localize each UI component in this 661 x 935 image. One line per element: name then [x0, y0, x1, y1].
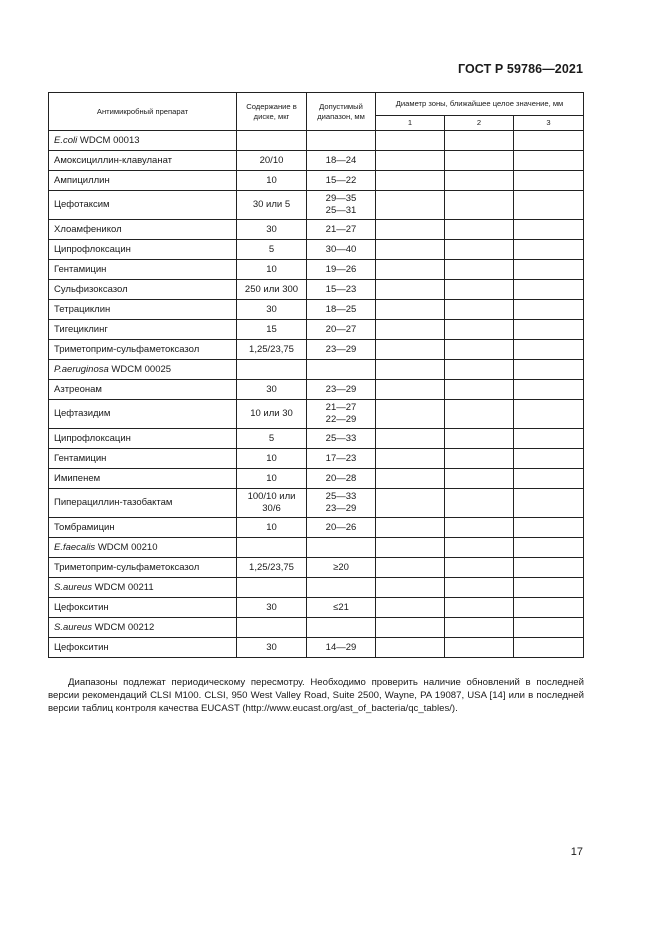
drug-name: Цефтазидим — [49, 400, 237, 429]
acceptable-range — [307, 260, 376, 280]
zone-diameter-3-cell — [514, 538, 584, 558]
acceptable-range-value: 20—27 — [325, 323, 357, 335]
organism-cell — [49, 578, 237, 598]
zone-diameter-2-cell — [445, 191, 514, 220]
drug-name: Гентамицин — [49, 260, 237, 280]
zone-diameter-2-cell — [445, 151, 514, 171]
zone-diameter-1-cell — [376, 638, 445, 658]
zone-diameter-2-cell — [445, 558, 514, 578]
drug-name: Сульфизоксазол — [49, 280, 237, 300]
acceptable-range — [307, 280, 376, 300]
zone-diameter-3-cell — [514, 131, 584, 151]
acceptable-range — [307, 131, 376, 151]
header-drug: Антимикробный препарат — [49, 93, 237, 131]
drug-name: Хлоамфеникол — [49, 220, 237, 240]
strain-code: WDCM 00212 — [92, 621, 155, 633]
acceptable-range-value: 21—27 — [325, 402, 357, 413]
table-row — [49, 300, 584, 320]
acceptable-range-value: 20—26 — [325, 521, 357, 533]
table-row — [49, 558, 584, 578]
header-range: Допустимый диапазон, мм — [307, 93, 376, 131]
disk-content-value: 10 или 30 — [250, 408, 293, 419]
zone-diameter-3-cell — [514, 489, 584, 518]
table-row — [49, 240, 584, 260]
acceptable-range — [307, 300, 376, 320]
zone-diameter-1-cell — [376, 340, 445, 360]
acceptable-range — [307, 489, 376, 518]
drug-name: Пиперациллин-тазобактам — [49, 489, 237, 518]
disk-content — [237, 598, 307, 618]
disk-content — [237, 320, 307, 340]
disk-content-value: 5 — [268, 243, 275, 255]
zone-diameter-1-cell — [376, 260, 445, 280]
zone-diameter-3-cell — [514, 320, 584, 340]
zone-diameter-1-cell — [376, 300, 445, 320]
organism-cell — [49, 618, 237, 638]
zone-diameter-3-cell — [514, 171, 584, 191]
zone-diameter-3-cell — [514, 578, 584, 598]
acceptable-range — [307, 598, 376, 618]
zone-diameter-1-cell — [376, 380, 445, 400]
disk-content-value: 20/10 — [259, 154, 284, 166]
organism-name: E.coli — [54, 134, 78, 146]
zone-diameter-1-cell — [376, 171, 445, 191]
qc-ranges-table — [48, 92, 584, 658]
zone-diameter-3-cell — [514, 340, 584, 360]
disk-content-value: 30 — [266, 601, 277, 613]
drug-name: Тигециклинг — [49, 320, 237, 340]
zone-diameter-1-cell — [376, 151, 445, 171]
disk-content-value: 30 — [266, 641, 277, 653]
zone-diameter-2-cell — [445, 449, 514, 469]
zone-diameter-2-cell — [445, 260, 514, 280]
footnote: Диапазоны подлежат периодическому пересмотру. Необходимо проверить наличие обновлений в последней версии рекомендаций CLSI M100. CLSI, 950 West Valley Road, Suite 2500, Wayne, PA 19087, USA [14] или в последней версии таблиц контроля качества EUCAST (http://www.eucast.org/ast_of_bacteria/qc_tables/). — [48, 677, 584, 714]
organism-cell — [49, 360, 237, 380]
zone-diameter-1-cell — [376, 449, 445, 469]
zone-diameter-1-cell — [376, 320, 445, 340]
header-content: Содержание в диске, мкг — [237, 93, 307, 131]
acceptable-range — [307, 558, 376, 578]
drug-name: Цефокситин — [49, 598, 237, 618]
disk-content — [237, 131, 307, 151]
zone-diameter-2-cell — [445, 320, 514, 340]
acceptable-range-value: 30—40 — [325, 243, 357, 255]
table-row — [49, 489, 584, 518]
acceptable-range-value-2: 25—31 — [325, 205, 357, 216]
zone-diameter-2-cell — [445, 171, 514, 191]
organism-cell — [49, 131, 237, 151]
table-row — [49, 260, 584, 280]
drug-name: Триметоприм-сульфаметоксазол — [49, 558, 237, 578]
acceptable-range — [307, 538, 376, 558]
zone-diameter-1-cell — [376, 618, 445, 638]
zone-diameter-3-cell — [514, 360, 584, 380]
drug-name: Ципрофлоксацин — [49, 240, 237, 260]
organism-row — [49, 618, 584, 638]
disk-content-value: 30 — [266, 303, 277, 315]
zone-diameter-3-cell — [514, 220, 584, 240]
header-zone-3: 3 — [514, 116, 584, 131]
drug-name: Ципрофлоксацин — [49, 429, 237, 449]
disk-content — [237, 518, 307, 538]
disk-content — [237, 340, 307, 360]
organism-cell — [49, 538, 237, 558]
table-row — [49, 151, 584, 171]
drug-name: Имипенем — [49, 469, 237, 489]
table-row — [49, 598, 584, 618]
disk-content-value: 30 — [266, 223, 277, 235]
zone-diameter-2-cell — [445, 598, 514, 618]
disk-content-value: 10 — [266, 521, 277, 533]
zone-diameter-3-cell — [514, 260, 584, 280]
disk-content — [237, 360, 307, 380]
zone-diameter-1-cell — [376, 220, 445, 240]
disk-content-value: 10 — [266, 472, 277, 484]
acceptable-range-value-2: 22—29 — [325, 414, 357, 425]
disk-content — [237, 191, 307, 220]
acceptable-range-value: 17—23 — [325, 452, 357, 464]
acceptable-range-value: ≤21 — [333, 601, 349, 613]
acceptable-range — [307, 320, 376, 340]
drug-name: Азтреонам — [49, 380, 237, 400]
table-row — [49, 320, 584, 340]
organism-row — [49, 131, 584, 151]
drug-name: Триметоприм-сульфаметоксазол — [49, 340, 237, 360]
disk-content — [237, 489, 307, 518]
drug-name: Ампициллин — [49, 171, 237, 191]
acceptable-range-value: 23—29 — [325, 343, 357, 355]
disk-content — [237, 151, 307, 171]
disk-content-value: 100/10 или — [247, 491, 296, 502]
zone-diameter-1-cell — [376, 280, 445, 300]
organism-row — [49, 538, 584, 558]
disk-content-value: 1,25/23,75 — [249, 561, 294, 573]
disk-content-value: 250 или 300 — [244, 283, 299, 295]
zone-diameter-2-cell — [445, 518, 514, 538]
disk-content — [237, 449, 307, 469]
disk-content-value: 30 или 5 — [252, 199, 291, 210]
zone-diameter-2-cell — [445, 340, 514, 360]
standard-number: ГОСТ Р 59786—2021 — [457, 62, 583, 76]
disk-content-value: 10 — [266, 452, 277, 464]
disk-content — [237, 558, 307, 578]
zone-diameter-3-cell — [514, 618, 584, 638]
header-zone-2: 2 — [445, 116, 514, 131]
table-row — [49, 380, 584, 400]
disk-content — [237, 400, 307, 429]
disk-content — [237, 578, 307, 598]
organism-name: E.faecalis — [54, 541, 96, 553]
disk-content-value: 15 — [266, 323, 277, 335]
zone-diameter-1-cell — [376, 240, 445, 260]
zone-diameter-2-cell — [445, 538, 514, 558]
zone-diameter-3-cell — [514, 429, 584, 449]
zone-diameter-3-cell — [514, 300, 584, 320]
zone-diameter-3-cell — [514, 638, 584, 658]
acceptable-range — [307, 171, 376, 191]
zone-diameter-2-cell — [445, 578, 514, 598]
acceptable-range-value: 23—29 — [325, 383, 357, 395]
table-row — [49, 400, 584, 429]
disk-content — [237, 469, 307, 489]
acceptable-range — [307, 400, 376, 429]
acceptable-range — [307, 191, 376, 220]
acceptable-range-value: 25—33 — [325, 491, 357, 502]
drug-name: Амоксициллин-клавуланат — [49, 151, 237, 171]
acceptable-range-value: 29—35 — [325, 193, 357, 204]
zone-diameter-2-cell — [445, 360, 514, 380]
zone-diameter-2-cell — [445, 469, 514, 489]
strain-code: WDCM 00025 — [108, 363, 172, 375]
header-zone-1: 1 — [376, 116, 445, 131]
acceptable-range-value-2: 23—29 — [325, 503, 357, 514]
zone-diameter-3-cell — [514, 449, 584, 469]
organism-name: P.aeruginosa — [54, 363, 109, 375]
zone-diameter-2-cell — [445, 240, 514, 260]
table-row — [49, 340, 584, 360]
table-row — [49, 429, 584, 449]
zone-diameter-3-cell — [514, 469, 584, 489]
acceptable-range-value: 15—22 — [325, 174, 357, 186]
zone-diameter-1-cell — [376, 469, 445, 489]
disk-content — [237, 538, 307, 558]
zone-diameter-3-cell — [514, 151, 584, 171]
organism-name: S.aureus — [54, 581, 93, 593]
acceptable-range-value: 18—24 — [325, 154, 357, 166]
zone-diameter-3-cell — [514, 280, 584, 300]
acceptable-range-value: 19—26 — [325, 263, 357, 275]
drug-name: Томбрамицин — [49, 518, 237, 538]
table-row — [49, 171, 584, 191]
disk-content — [237, 280, 307, 300]
zone-diameter-2-cell — [445, 618, 514, 638]
drug-name: Цефотаксим — [49, 191, 237, 220]
zone-diameter-1-cell — [376, 578, 445, 598]
disk-content — [237, 638, 307, 658]
acceptable-range-value: 15—23 — [325, 283, 357, 295]
strain-code: WDCM 00013 — [77, 134, 140, 146]
acceptable-range — [307, 220, 376, 240]
disk-content-value: 10 — [266, 174, 277, 186]
strain-code: WDCM 00211 — [92, 581, 154, 593]
table-row — [49, 449, 584, 469]
table-row — [49, 220, 584, 240]
table-row — [49, 469, 584, 489]
table-row — [49, 280, 584, 300]
disk-content — [237, 380, 307, 400]
zone-diameter-1-cell — [376, 518, 445, 538]
acceptable-range — [307, 340, 376, 360]
drug-name: Гентамицин — [49, 449, 237, 469]
zone-diameter-2-cell — [445, 300, 514, 320]
acceptable-range-value: 14—29 — [325, 641, 357, 653]
organism-name: S.aureus — [54, 621, 93, 633]
zone-diameter-2-cell — [445, 489, 514, 518]
zone-diameter-2-cell — [445, 638, 514, 658]
acceptable-range — [307, 518, 376, 538]
disk-content — [237, 429, 307, 449]
zone-diameter-2-cell — [445, 280, 514, 300]
zone-diameter-3-cell — [514, 400, 584, 429]
table-row — [49, 191, 584, 220]
zone-diameter-2-cell — [445, 429, 514, 449]
acceptable-range — [307, 449, 376, 469]
zone-diameter-1-cell — [376, 489, 445, 518]
disk-content-value-2: 30/6 — [262, 503, 281, 514]
zone-diameter-2-cell — [445, 131, 514, 151]
disk-content — [237, 300, 307, 320]
drug-name: Цефокситин — [49, 638, 237, 658]
table-row — [49, 518, 584, 538]
table-row — [49, 638, 584, 658]
zone-diameter-1-cell — [376, 400, 445, 429]
disk-content — [237, 260, 307, 280]
acceptable-range — [307, 360, 376, 380]
zone-diameter-1-cell — [376, 191, 445, 220]
drug-name: Тетрациклин — [49, 300, 237, 320]
zone-diameter-2-cell — [445, 380, 514, 400]
organism-row — [49, 578, 584, 598]
acceptable-range — [307, 380, 376, 400]
acceptable-range — [307, 429, 376, 449]
zone-diameter-3-cell — [514, 518, 584, 538]
acceptable-range — [307, 151, 376, 171]
acceptable-range-value: 18—25 — [325, 303, 357, 315]
disk-content — [237, 171, 307, 191]
zone-diameter-3-cell — [514, 240, 584, 260]
zone-diameter-1-cell — [376, 131, 445, 151]
disk-content-value: 30 — [266, 383, 277, 395]
disk-content — [237, 240, 307, 260]
zone-diameter-2-cell — [445, 400, 514, 429]
acceptable-range-value: 21—27 — [325, 223, 357, 235]
disk-content-value: 1,25/23,75 — [249, 343, 294, 355]
zone-diameter-1-cell — [376, 538, 445, 558]
acceptable-range — [307, 638, 376, 658]
strain-code: WDCM 00210 — [95, 541, 158, 553]
zone-diameter-3-cell — [514, 380, 584, 400]
zone-diameter-1-cell — [376, 360, 445, 380]
acceptable-range — [307, 240, 376, 260]
disk-content — [237, 220, 307, 240]
zone-diameter-2-cell — [445, 220, 514, 240]
acceptable-range — [307, 618, 376, 638]
page-number: 17 — [570, 846, 583, 858]
zone-diameter-3-cell — [514, 598, 584, 618]
zone-diameter-1-cell — [376, 598, 445, 618]
acceptable-range-value: ≥20 — [333, 561, 349, 573]
zone-diameter-3-cell — [514, 558, 584, 578]
zone-diameter-1-cell — [376, 558, 445, 578]
acceptable-range-value: 20—28 — [325, 472, 357, 484]
disk-content — [237, 618, 307, 638]
acceptable-range-value: 25—33 — [325, 432, 357, 444]
acceptable-range — [307, 469, 376, 489]
organism-row — [49, 360, 584, 380]
acceptable-range — [307, 578, 376, 598]
disk-content-value: 10 — [266, 263, 277, 275]
table-body — [49, 131, 584, 658]
zone-diameter-3-cell — [514, 191, 584, 220]
zone-diameter-1-cell — [376, 429, 445, 449]
header-zone-diameter: Диаметр зоны, ближайшее целое значение, мм — [376, 93, 584, 116]
disk-content-value: 5 — [268, 432, 275, 444]
